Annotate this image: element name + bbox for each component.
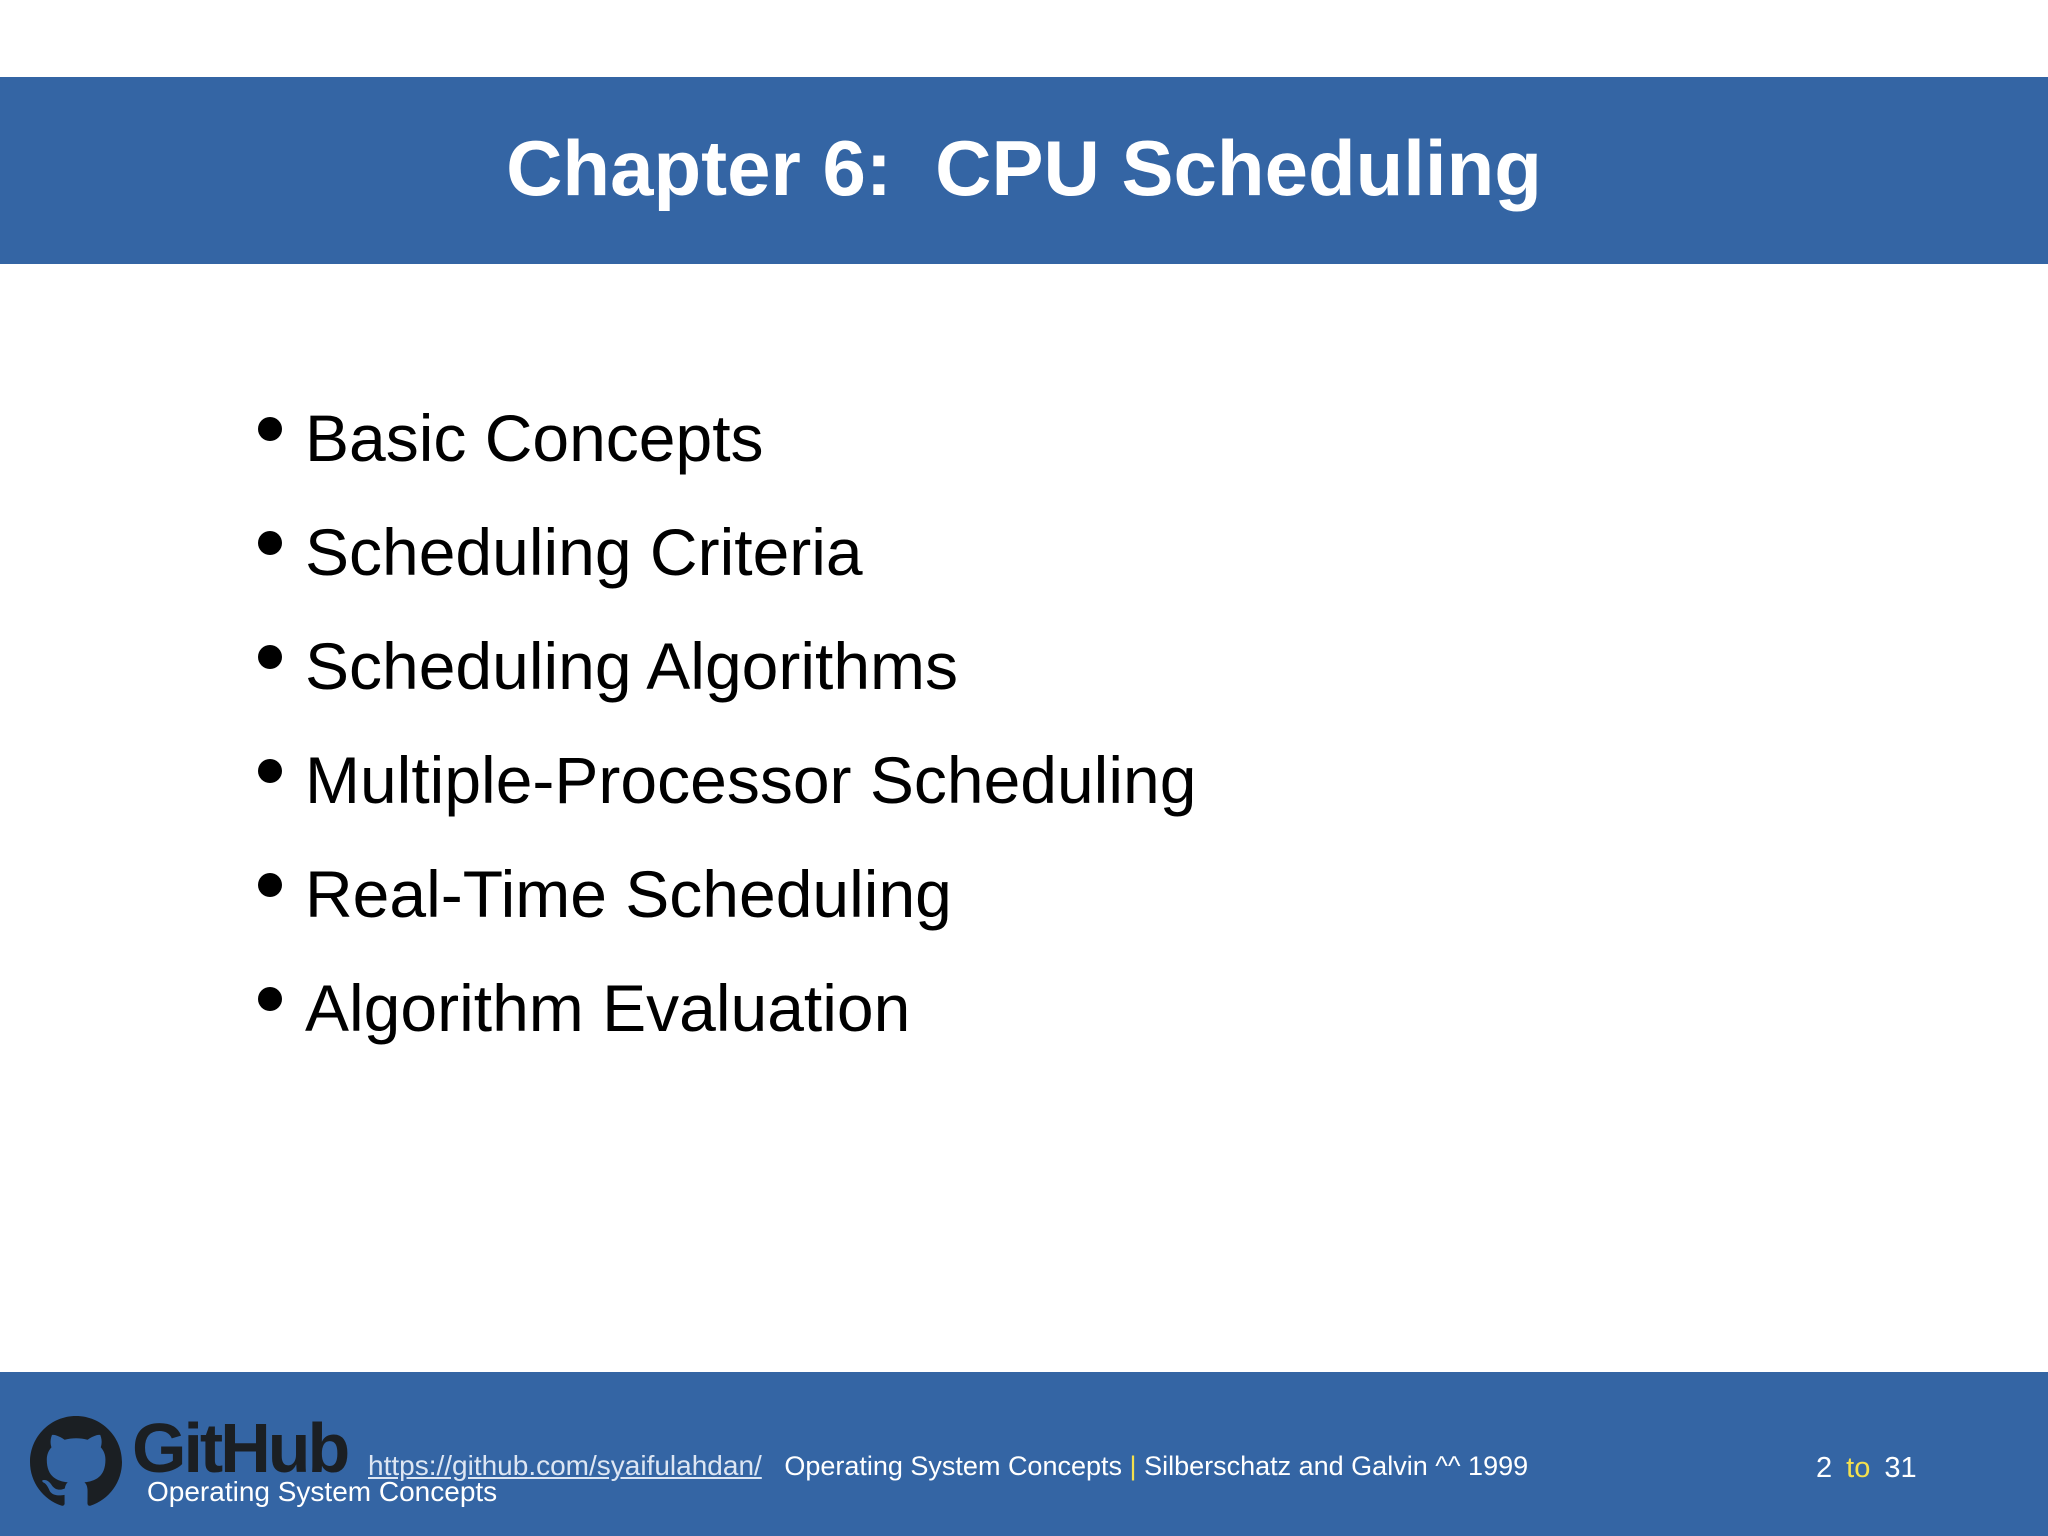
bullet-text: Scheduling Criteria xyxy=(305,515,863,589)
bullet-item xyxy=(258,390,1196,504)
bullet-item xyxy=(258,504,1196,618)
bullet-list xyxy=(258,390,1196,1074)
github-octocat-icon xyxy=(30,1416,122,1508)
page-total: 31 xyxy=(1884,1452,1917,1484)
bullet-item xyxy=(258,846,1196,960)
bullet-icon xyxy=(258,417,282,441)
footer-info xyxy=(368,1450,1528,1482)
page-indicator xyxy=(1816,1452,1917,1485)
bullet-icon xyxy=(258,759,282,783)
footer-subtitle: Operating System Concepts xyxy=(147,1476,498,1507)
title-bar xyxy=(0,77,2048,264)
github-logo-text: GitHub xyxy=(132,1409,348,1487)
bullet-icon xyxy=(258,645,282,669)
slide-title: Chapter 6: CPU Scheduling xyxy=(506,124,1542,212)
footer-course: Operating System Concepts xyxy=(784,1451,1123,1481)
page-current: 2 xyxy=(1816,1452,1833,1484)
bullet-icon xyxy=(258,531,282,555)
footer-bar xyxy=(0,1372,2048,1536)
bullet-item xyxy=(258,960,1196,1074)
bullet-text: Multiple-Processor Scheduling xyxy=(305,743,1197,817)
bullet-text: Scheduling Algorithms xyxy=(305,629,959,703)
bullet-item xyxy=(258,732,1196,846)
bullet-text: Algorithm Evaluation xyxy=(305,971,911,1045)
page-to: to xyxy=(1846,1452,1871,1484)
github-link[interactable]: https://github.com/syaifulahdan/ xyxy=(368,1450,762,1481)
footer-authors: Silberschatz and Galvin ^^ 1999 xyxy=(1144,1451,1529,1481)
bullet-icon xyxy=(258,873,282,897)
bullet-icon xyxy=(258,987,282,1011)
bullet-text: Real-Time Scheduling xyxy=(305,857,952,931)
bullet-item xyxy=(258,618,1196,732)
footer-separator: | xyxy=(1129,1451,1137,1481)
bullet-text: Basic Concepts xyxy=(305,401,764,475)
